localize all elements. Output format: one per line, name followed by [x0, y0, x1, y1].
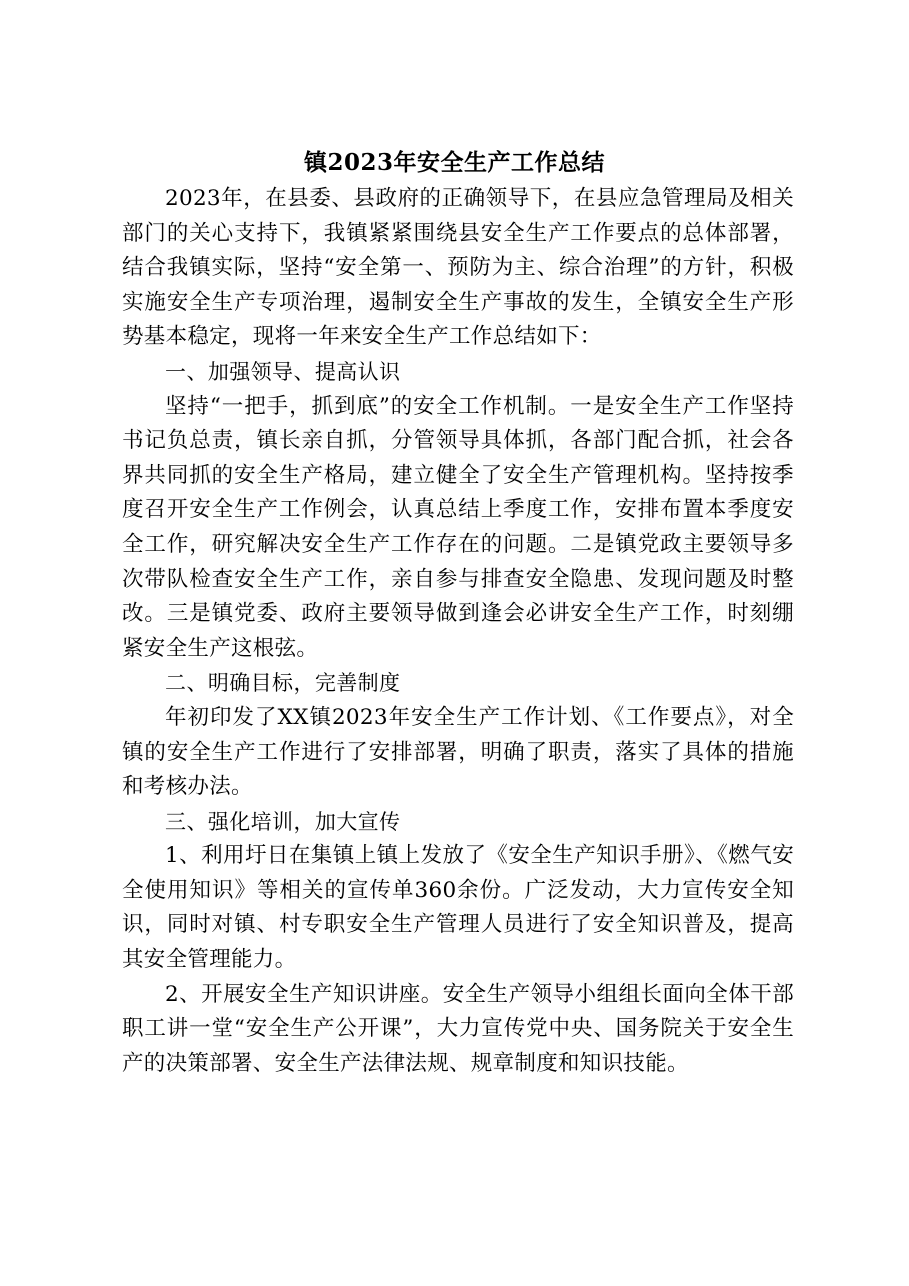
section-paragraph: 坚持“一把手，抓到底”的安全工作机制。一是安全生产工作坚持书记负总责，镇长亲自抓，分管领导具体抓，各部门配合抓，社会各界共同抓的安全生产格局，建立健全了安全生产管理机构。坚持按季度召开安全生产工作例会，认真总结上季度工作，安排布置本季度安全工作，研究解决安全生产工作存在的问题。二是镇党政主要领导多次带队检查安全生产工作，亲自参与排查安全隐患、发现问题及时整改。三是镇党委、政府主要领导做到逢会必讲安全生产工作，时刻绷紧安全生产这根弦。 — [122, 393, 794, 661]
section-paragraph: 年初印发了XX镇2023年安全生产工作计划、《工作要点》，对全镇的安全生产工作进行了安排部署，明确了职责，落实了具体的措施和考核办法。 — [122, 704, 794, 800]
section-heading: 二、明确目标，完善制度 — [165, 671, 401, 696]
document-body — [122, 182, 794, 1081]
intro-paragraph: 2023年，在县委、县政府的正确领导下，在县应急管理局及相关部门的关心支持下，我镇紧紧围绕县安全生产工作要点的总体部署，结合我镇实际，坚持“安全第一、预防为主、综合治理”的方针，积极实施安全生产专项治理，遏制安全生产事故的发生，全镇安全生产形势基本稳定，现将一年来安全生产工作总结如下： — [122, 186, 794, 350]
section-1 — [122, 355, 794, 666]
section-2 — [122, 666, 794, 804]
section-heading: 三、强化培训，加大宣传 — [165, 809, 401, 834]
section-3 — [122, 805, 794, 1082]
section-paragraph: 1、利用圩日在集镇上镇上发放了《安全生产知识手册》、《燃气安全使用知识》等相关的宣传单360余份。广泛发动，大力宣传安全知识，同时对镇、村专职安全生产管理人员进行了安全知识普及，提高其安全管理能力。 — [122, 843, 794, 973]
document-title: 镇2023年安全生产工作总结 — [303, 149, 605, 176]
section-paragraph: 2、开展安全生产知识讲座。安全生产领导小组组长面向全体干部职工讲一堂“安全生产公开课”，大力宣传党中央、国务院关于安全生产的决策部署、安全生产法律法规、规章制度和知识技能。 — [122, 981, 794, 1076]
section-heading: 一、加强领导、提高认识 — [165, 359, 401, 384]
